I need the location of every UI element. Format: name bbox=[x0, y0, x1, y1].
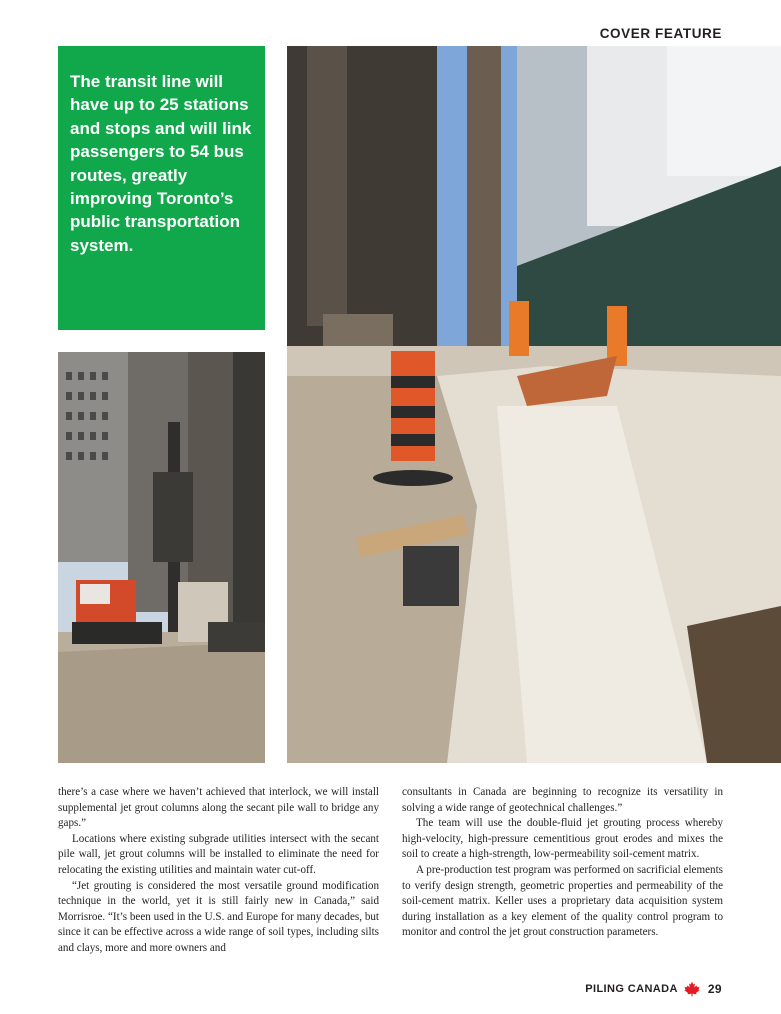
body-column-left bbox=[58, 785, 379, 957]
paragraph: consultants in Canada are beginning to recognize its versatility in solving a wide range of geotechnical challenges.” bbox=[402, 786, 723, 814]
paragraph: A pre-production test program was performed on sacrificial elements to verify design strength, geometric properties and permeability of the soil-cement matrix. Keller uses a proprietary data acquisition system during installation as a key element of the quality control program to monitor and control the jet grout construction parameters. bbox=[402, 863, 723, 939]
site-photo-street-rig bbox=[58, 352, 265, 763]
paragraph: Locations where existing subgrade utilities intersect with the secant pile wall, jet grout columns will be installed to eliminate the need for relocating the existing utilities and maintain water cut-off. bbox=[58, 832, 379, 876]
pull-quote-box bbox=[58, 46, 265, 330]
paragraph: there’s a case where we haven’t achieved that interlock, we will install supplemental jet grout columns along the secant pile wall to bridge any gaps.” bbox=[58, 786, 379, 830]
publication-name: PILING CANADA bbox=[585, 983, 678, 995]
page-number: 29 bbox=[707, 982, 722, 996]
paragraph: The team will use the double-fluid jet grouting process whereby high-velocity, high-pressure cementitious grout erodes and mixes the soil to create a high-strength, low-permeability soil-cement matrix. bbox=[402, 817, 723, 861]
maple-leaf-icon bbox=[684, 981, 700, 997]
pull-quote-text: The transit line will have up to 25 stations and stops and will link passengers to 54 bus routes, greatly improving Toronto’s public transportation system. bbox=[70, 72, 252, 255]
page-footer bbox=[585, 981, 722, 997]
body-column-right bbox=[402, 785, 723, 941]
site-photo-jet-grout-trench bbox=[287, 46, 781, 763]
section-label: COVER FEATURE bbox=[599, 26, 722, 41]
paragraph: “Jet grouting is considered the most versatile ground modification technique in the world, yet it is still fairly new in Canada,” said Morrisroe. “It’s been used in the U.S. and Europe for many decades, but since it can be effective across a wide range of soil types, including silts and clays, more and more owners and bbox=[58, 879, 379, 954]
